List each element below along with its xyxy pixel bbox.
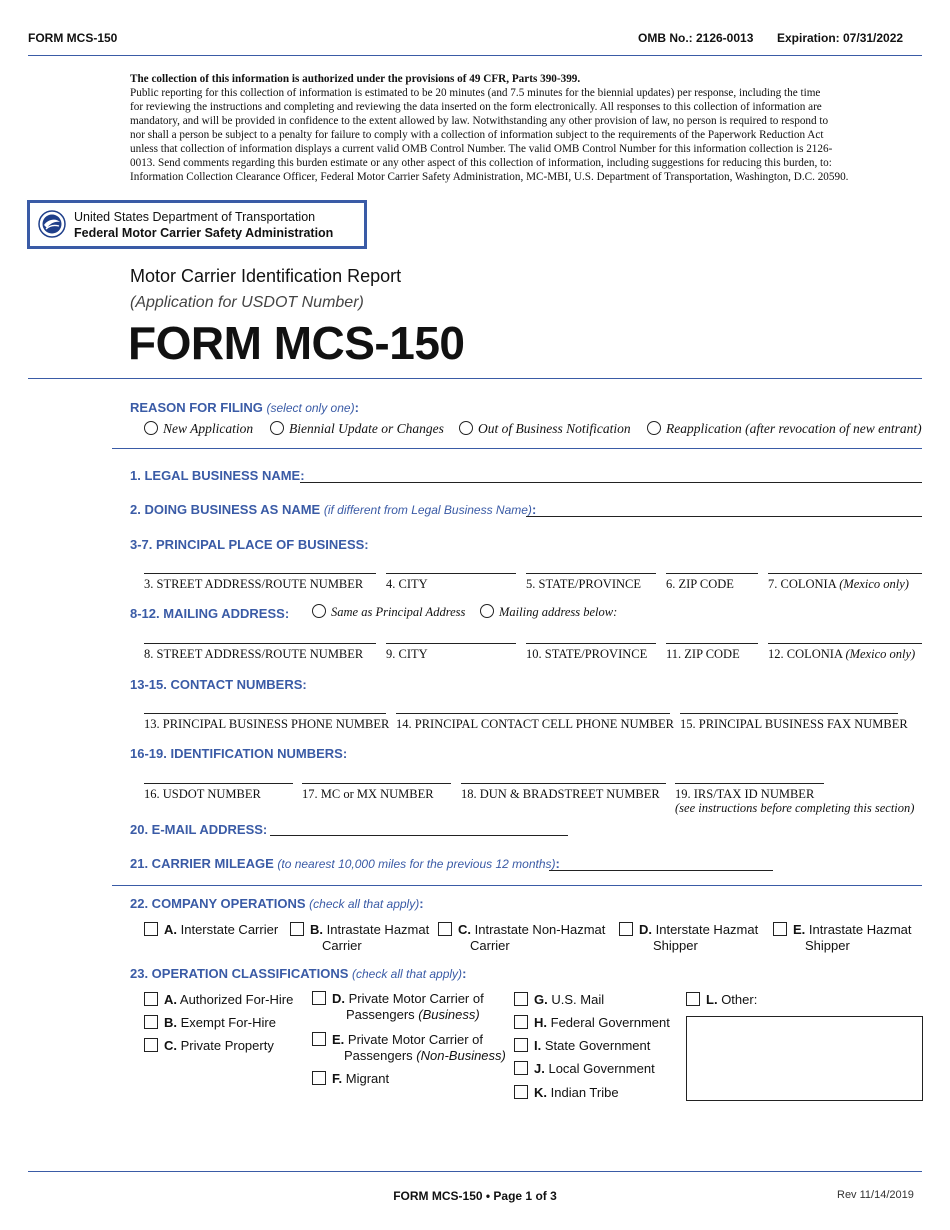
radio-button[interactable] bbox=[312, 604, 326, 618]
footer-rev: Rev 11/14/2019 bbox=[837, 1189, 914, 1201]
business-phone-field[interactable] bbox=[144, 713, 386, 714]
radio-button[interactable] bbox=[144, 421, 158, 435]
ids-heading: 16-19. IDENTIFICATION NUMBERS: bbox=[130, 746, 348, 761]
principal-zip-label: 6. ZIP CODE bbox=[666, 577, 734, 591]
checkbox[interactable] bbox=[438, 922, 452, 936]
mc-mx-label: 17. MC or MX NUMBER bbox=[302, 787, 434, 801]
tax-id-field[interactable] bbox=[675, 783, 824, 784]
checkbox[interactable] bbox=[312, 1071, 326, 1085]
cell-phone-field[interactable] bbox=[396, 713, 670, 714]
legal-name-label: 1. LEGAL BUSINESS NAME: bbox=[130, 468, 305, 483]
title-rule bbox=[28, 378, 922, 379]
usdot-label: 16. USDOT NUMBER bbox=[144, 787, 261, 801]
header-form-id: FORM MCS-150 bbox=[28, 31, 118, 45]
class-local-government[interactable]: J. Local Government bbox=[514, 1061, 655, 1077]
checkbox[interactable] bbox=[514, 1061, 528, 1075]
principal-street-label: 3. STREET ADDRESS/ROUTE NUMBER bbox=[144, 577, 364, 591]
class-private-passengers-non-business[interactable]: E. Private Motor Carrier of Passengers (Non-Business) bbox=[312, 1032, 506, 1064]
burden-statement bbox=[130, 72, 920, 184]
principal-zip-field[interactable] bbox=[666, 573, 758, 574]
burden-line: nor shall a person be subject to a penalty for failure to comply with a collection of information subject to the requirements of the Paperwork Reduction Act bbox=[130, 129, 824, 141]
class-migrant[interactable]: F. Migrant bbox=[312, 1071, 389, 1087]
burden-line: unless that collection of information displays a current valid OMB Control Number. The valid OMB Control Number for this information collection is 2126- bbox=[130, 143, 833, 155]
checkbox[interactable] bbox=[686, 992, 700, 1006]
class-us-mail[interactable]: G. U.S. Mail bbox=[514, 992, 604, 1008]
operation-intrastate-hazmat-carrier[interactable]: B. Intrastate Hazmat Carrier bbox=[290, 922, 429, 954]
mileage-field[interactable] bbox=[549, 870, 773, 871]
burden-bold: The collection of this information is authorized under the provisions of 49 CFR, Parts 390-399. bbox=[130, 73, 581, 85]
reason-option-out-of-business[interactable]: Out of Business Notification bbox=[459, 421, 631, 437]
usdot-field[interactable] bbox=[144, 783, 293, 784]
principal-colonia-label: 7. COLONIA (Mexico only) bbox=[768, 577, 909, 591]
radio-button[interactable] bbox=[459, 421, 473, 435]
principal-heading: 3-7. PRINCIPAL PLACE OF BUSINESS: bbox=[130, 537, 369, 552]
checkbox[interactable] bbox=[619, 922, 633, 936]
operation-intrastate-hazmat-shipper[interactable]: E. Intrastate Hazmat Shipper bbox=[773, 922, 912, 954]
operations-heading: 22. COMPANY OPERATIONS (check all that apply): bbox=[130, 896, 424, 911]
class-private-property[interactable]: C. Private Property bbox=[144, 1038, 274, 1054]
mileage-rule bbox=[112, 885, 922, 886]
report-subtitle: (Application for USDOT Number) bbox=[130, 294, 364, 311]
dba-heading: 2. DOING BUSINESS AS NAME (if different from Legal Business Name): bbox=[130, 502, 537, 517]
mc-mx-field[interactable] bbox=[302, 783, 451, 784]
operation-intrastate-non-hazmat-carrier[interactable]: C. Intrastate Non-Hazmat Carrier bbox=[438, 922, 605, 954]
radio-button[interactable] bbox=[480, 604, 494, 618]
dun-field[interactable] bbox=[461, 783, 666, 784]
fax-label: 15. PRINCIPAL BUSINESS FAX NUMBER bbox=[680, 717, 908, 731]
principal-city-label: 4. CITY bbox=[386, 577, 428, 591]
checkbox[interactable] bbox=[144, 1015, 158, 1029]
class-indian-tribe[interactable]: K. Indian Tribe bbox=[514, 1085, 619, 1101]
checkbox[interactable] bbox=[144, 922, 158, 936]
report-title: Motor Carrier Identification Report bbox=[130, 266, 402, 286]
checkbox[interactable] bbox=[514, 1015, 528, 1029]
mailing-state-field[interactable] bbox=[526, 643, 656, 644]
mailing-colonia-label: 12. COLONIA (Mexico only) bbox=[768, 647, 916, 661]
mailing-colonia-field[interactable] bbox=[768, 643, 922, 644]
checkbox[interactable] bbox=[312, 1032, 326, 1046]
class-authorized-for-hire[interactable]: A. Authorized For-Hire bbox=[144, 992, 293, 1008]
business-phone-label: 13. PRINCIPAL BUSINESS PHONE NUMBER bbox=[144, 717, 390, 731]
checkbox[interactable] bbox=[514, 992, 528, 1006]
legal-name-field[interactable] bbox=[300, 482, 922, 483]
principal-city-field[interactable] bbox=[386, 573, 516, 574]
agency-box bbox=[27, 200, 367, 249]
mailing-option-below[interactable]: Mailing address below: bbox=[480, 604, 617, 620]
mailing-street-label: 8. STREET ADDRESS/ROUTE NUMBER bbox=[144, 647, 364, 661]
checkbox[interactable] bbox=[514, 1085, 528, 1099]
reason-option-reapplication[interactable]: Reapplication (after revocation of new entrant) bbox=[647, 421, 922, 437]
dun-label: 18. DUN & BRADSTREET NUMBER bbox=[461, 787, 660, 801]
mileage-heading: 21. CARRIER MILEAGE (to nearest 10,000 miles for the previous 12 months): bbox=[130, 856, 560, 871]
burden-line: Public reporting for this collection of information is estimated to be 20 minutes (and 7.5 minutes for the biennial updates) per response, including the time bbox=[130, 87, 821, 99]
mailing-state-label: 10. STATE/PROVINCE bbox=[526, 647, 648, 661]
header-omb: OMB No.: 2126-0013 bbox=[638, 31, 754, 45]
operation-interstate-carrier[interactable]: A. Interstate Carrier bbox=[144, 922, 278, 938]
radio-button[interactable] bbox=[647, 421, 661, 435]
other-text-box[interactable] bbox=[686, 1016, 923, 1101]
contact-heading: 13-15. CONTACT NUMBERS: bbox=[130, 677, 307, 692]
class-federal-government[interactable]: H. Federal Government bbox=[514, 1015, 670, 1031]
footer-rule bbox=[28, 1171, 922, 1172]
reason-option-biennial[interactable]: Biennial Update or Changes bbox=[270, 421, 444, 437]
burden-line: mandatory, and will be provided in confidence to the extent allowed by law. Notwithstanding any other provision of law, no person is required to respond to bbox=[130, 115, 829, 127]
mailing-city-field[interactable] bbox=[386, 643, 516, 644]
fax-field[interactable] bbox=[680, 713, 898, 714]
mailing-street-field[interactable] bbox=[144, 643, 376, 644]
footer-page: FORM MCS-150 • Page 1 of 3 bbox=[393, 1189, 557, 1203]
mailing-zip-label: 11. ZIP CODE bbox=[666, 647, 740, 661]
dot-seal-icon bbox=[38, 210, 66, 238]
cell-phone-label: 14. PRINCIPAL CONTACT CELL PHONE NUMBER bbox=[396, 717, 674, 731]
burden-line: 0013. Send comments regarding this burden estimate or any other aspect of this collection of information, including suggestions for reducing this burden, to: bbox=[130, 157, 832, 169]
checkbox[interactable] bbox=[312, 991, 326, 1005]
principal-state-field[interactable] bbox=[526, 573, 656, 574]
checkbox[interactable] bbox=[290, 922, 304, 936]
mailing-heading: 8-12. MAILING ADDRESS: bbox=[130, 606, 290, 621]
checkbox[interactable] bbox=[773, 922, 787, 936]
class-other[interactable]: L. Other: bbox=[686, 992, 757, 1008]
classifications-heading: 23. OPERATION CLASSIFICATIONS (check all that apply): bbox=[130, 966, 467, 981]
tax-id-note: (see instructions before completing this section) bbox=[675, 801, 915, 815]
checkbox[interactable] bbox=[514, 1038, 528, 1052]
operation-interstate-hazmat-shipper[interactable]: D. Interstate Hazmat Shipper bbox=[619, 922, 758, 954]
checkbox[interactable] bbox=[144, 992, 158, 1006]
mailing-zip-field[interactable] bbox=[666, 643, 758, 644]
dba-field[interactable] bbox=[526, 516, 922, 517]
class-exempt-for-hire[interactable]: B. Exempt For-Hire bbox=[144, 1015, 276, 1031]
burden-line: for reviewing the instructions and completing and reviewing the data inserted on the form electronically. All responses to this collection of information are bbox=[130, 101, 822, 113]
agency-admin: Federal Motor Carrier Safety Administration bbox=[74, 226, 334, 240]
header-expiration: Expiration: 07/31/2022 bbox=[777, 31, 904, 45]
reason-heading: REASON FOR FILING (select only one): bbox=[130, 400, 359, 415]
principal-colonia-field[interactable] bbox=[768, 573, 922, 574]
principal-state-label: 5. STATE/PROVINCE bbox=[526, 577, 641, 591]
header-rule bbox=[28, 55, 922, 56]
reason-option-new[interactable]: New Application bbox=[144, 421, 253, 437]
mailing-option-same[interactable]: Same as Principal Address bbox=[312, 604, 465, 620]
email-label: 20. E-MAIL ADDRESS: bbox=[130, 822, 268, 837]
class-private-passengers-business[interactable]: D. Private Motor Carrier of Passengers (Business) bbox=[312, 991, 484, 1023]
radio-button[interactable] bbox=[270, 421, 284, 435]
tax-id-label: 19. IRS/TAX ID NUMBER bbox=[675, 787, 815, 801]
class-state-government[interactable]: I. State Government bbox=[514, 1038, 650, 1054]
burden-line: Information Collection Clearance Officer, Federal Motor Carrier Safety Administration, MC-MBI, U.S. Department of Transportation, Washington, D.C. 20590. bbox=[130, 171, 849, 183]
reason-rule bbox=[112, 448, 922, 449]
principal-street-field[interactable] bbox=[144, 573, 376, 574]
mailing-city-label: 9. CITY bbox=[386, 647, 428, 661]
checkbox[interactable] bbox=[144, 1038, 158, 1052]
agency-dept: United States Department of Transportation bbox=[74, 210, 316, 224]
form-title: FORM MCS-150 bbox=[128, 317, 465, 369]
email-field[interactable] bbox=[270, 835, 568, 836]
